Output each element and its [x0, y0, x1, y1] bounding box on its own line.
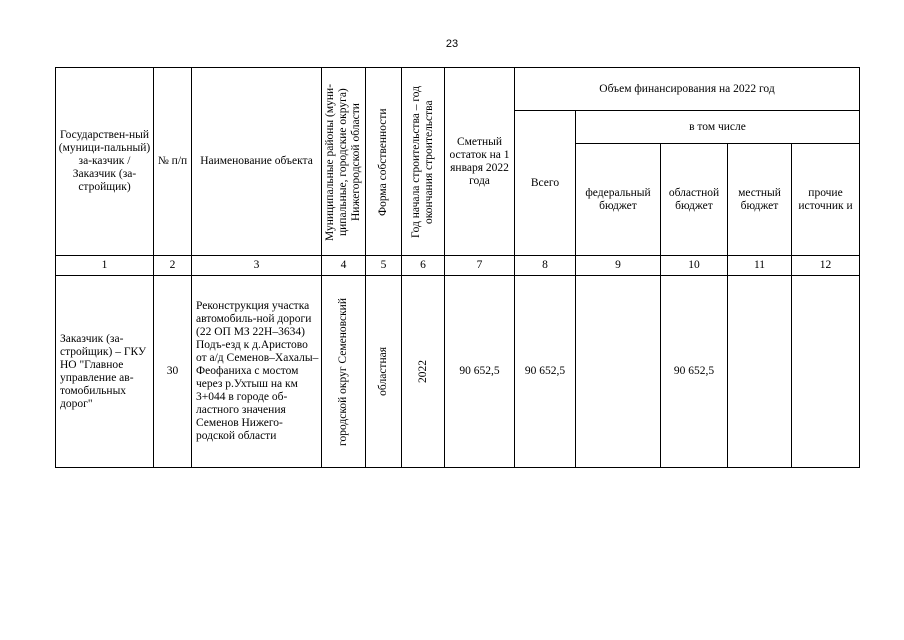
column-number: 6 — [402, 256, 445, 276]
column-number: 8 — [515, 256, 576, 276]
cell-estimate: 90 652,5 — [445, 276, 515, 468]
header-local: местный бюджет — [728, 144, 792, 256]
cell-regional: 90 652,5 — [661, 276, 728, 468]
header-customer: Государствен-ный (муници-пальный) за-казчик / Заказчик (за-стройщик) — [56, 68, 154, 256]
cell-district: городской округ Семеновский — [322, 276, 366, 468]
column-number: 7 — [445, 256, 515, 276]
column-number: 2 — [154, 256, 192, 276]
column-number: 4 — [322, 256, 366, 276]
header-district: Муниципальные районы (муни-ципальные, городские округа) Нижегородской области — [322, 68, 366, 256]
header-regional: областной бюджет — [661, 144, 728, 256]
header-ownership: Форма собственности — [366, 68, 402, 256]
header-years: Год начала строительства – год окончания строительства — [402, 68, 445, 256]
column-number: 10 — [661, 256, 728, 276]
header-financing: Объем финансирования на 2022 год — [515, 68, 860, 111]
header-total: Всего — [515, 111, 576, 256]
financing-table — [55, 67, 860, 468]
cell-total: 90 652,5 — [515, 276, 576, 468]
header-number: № п/п — [154, 68, 192, 256]
cell-number: 30 — [154, 276, 192, 468]
cell-customer: Заказчик (за-стройщик) – ГКУ НО "Главное управление ав-томобильных дорог" — [56, 276, 154, 468]
column-number: 12 — [792, 256, 860, 276]
header-other: прочие источник и — [792, 144, 860, 256]
page-number: 23 — [445, 38, 459, 50]
column-number: 3 — [192, 256, 322, 276]
table-row — [56, 276, 860, 468]
cell-federal — [576, 276, 661, 468]
cell-other — [792, 276, 860, 468]
cell-local — [728, 276, 792, 468]
header-federal: федеральный бюджет — [576, 144, 661, 256]
column-number: 9 — [576, 256, 661, 276]
cell-ownership: областная — [366, 276, 402, 468]
header-estimate: Сметный остаток на 1 января 2022 года — [445, 68, 515, 256]
cell-object-name: Реконструкция участка автомобиль-ной дороги (22 ОП МЗ 22Н–3634) Подъ-езд к д.Аристово от а/д Семенов–Хахалы–Феофаниха с мостом через р.Ухтыш на км 3+044 в городе об-ластного значения Семенов Нижего-родской области — [192, 276, 322, 468]
cell-years: 2022 — [402, 276, 445, 468]
column-number: 1 — [56, 256, 154, 276]
column-number: 5 — [366, 256, 402, 276]
column-number: 11 — [728, 256, 792, 276]
header-including: в том числе — [576, 111, 860, 144]
header-object-name: Наименование объекта — [192, 68, 322, 256]
